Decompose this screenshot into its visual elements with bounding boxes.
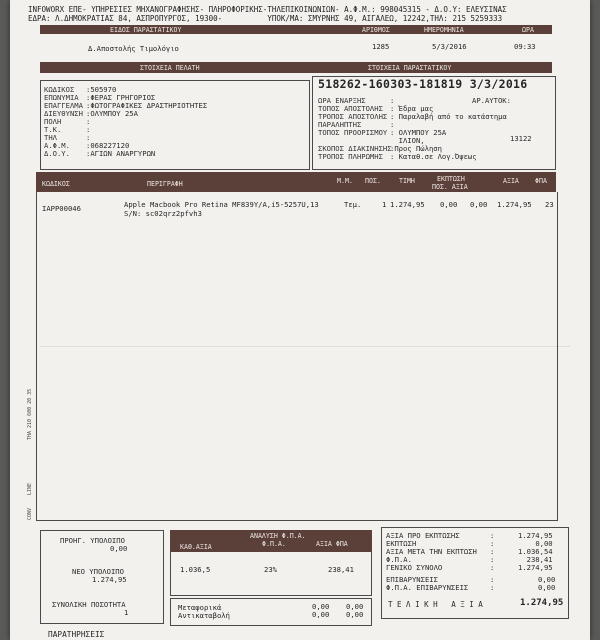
col-price: ΤΙΜΗ [399, 177, 415, 185]
doc-date-label: ΗΜΕΡΟΜΗΝΙΑ [424, 26, 464, 34]
prev-balance-value: 0,00 [110, 544, 128, 553]
col-value: ΑΞΙΑ [503, 177, 519, 185]
new-balance-label: ΝΕΟ ΥΠΟΛΟΙΠΟ [72, 567, 124, 576]
item-value: 1.274,95 [497, 200, 532, 209]
surcharge-values: 0,00 0,00 [538, 575, 556, 592]
item-serial: S/N: sc02qrz2pfvh3 [124, 209, 202, 218]
total-qty-value: 1 [124, 608, 129, 617]
postal-code: 13122 [510, 134, 532, 143]
carry-value-b: 0,00 [346, 602, 364, 611]
prev-balance-label: ΠΡΟΗΓ. ΥΠΟΛΟΙΠΟ [60, 536, 125, 545]
refund-value-b: 0,00 [346, 610, 364, 619]
vat-col-net: ΚΑΘ.ΑΞΙΑ [180, 543, 212, 551]
items-header-bar [36, 172, 556, 192]
refund-label: Αντικαταβολή [178, 611, 230, 620]
vat-amount: 238,41 [328, 565, 354, 574]
col-vat: ΦΠΑ [535, 177, 547, 185]
col-qty: ΠΟΣ. [365, 177, 381, 185]
totals-labels: ΑΞΙΑ ΠΡΟ ΕΚΠΤΩΣΗΣ ΕΚΠΤΩΣΗ ΑΞΙΑ ΜΕΤΑ ΤΗΝ ΕΚΠΤΩΣΗ Φ.Π.Α. ΓΕΝΙΚΟ ΣΥΝΟΛΟ [386, 531, 477, 572]
customer-section-title: ΣΤΟΙΧΕΙΑ ΠΕΛΑΤΗ [140, 64, 200, 72]
totals-colons: : : : : : [490, 531, 495, 572]
item-discount-pct: 0,00 [440, 200, 458, 209]
doc-time-value: 09:33 [514, 42, 536, 51]
item-discount-value: 0,00 [470, 200, 488, 209]
remarks-label: ΠΑΡΑΤΗΡΗΣΕΙΣ [48, 630, 105, 639]
totals-values: 1.274,95 0,00 1.036,54 238,41 1.274,95 [518, 531, 553, 572]
doc-type-value: Δ.Αποστολής Τιμολόγιο [88, 44, 179, 53]
refund-value-a: 0,00 [312, 610, 330, 619]
customer-values: :505970 :ΦΕΡΑΣ ΓΡΗΓΟΡΙΟΣ :ΦΩΤΟΓΡΑΦΙΚΕΣ ΔΡΑΣΤΗΡΙΟΤΗΤΕΣ :ΟΛΥΜΠΟΥ 25Α : : : :068227120 :ΑΓΙΩΝ ΑΝΑΡΓΥΡΩΝ [86, 85, 208, 158]
vat-analysis-title: ΑΝΑΛΥΣΗ Φ.Π.Α. [250, 532, 306, 540]
col-description: ΠΕΡΙΓΡΑΦΗ [147, 180, 183, 188]
item-unit: Τεμ. [344, 200, 362, 209]
vehicle-number-label: ΑΡ.ΑΥΤΟΚ: [472, 96, 511, 105]
carry-label: Μεταφορικά [178, 603, 222, 612]
document-labels: ΩΡΑ ΕΝΑΡΞΗΣ ΤΟΠΟΣ ΑΠΟΣΤΟΛΗΣ ΤΡΟΠΟΣ ΑΠΟΣΤΟΛΗΣ ΠΑΡΑΛΗΠΤΗΣ ΤΟΠΟΣ ΠΡΟΟΡΙΣΜΟΥ ΣΚΟΠΟΣ ΔΙΑΚΙΝΗΣΗΣ ΤΡΟΠΟΣ ΠΛΗΡΩΜΗΣ [318, 96, 392, 161]
section-header-bar [40, 62, 552, 73]
doc-time-label: ΩΡΑ [522, 26, 534, 34]
new-balance-value: 1.274,95 [92, 575, 127, 584]
item-description: Apple Macbook Pro Retina MF839Y/A,i5-5257U,13 [124, 200, 319, 209]
side-print-line: LINE [27, 482, 33, 495]
col-discount-sub: ΠΟΣ. ΑΞΙΑ [432, 183, 468, 191]
document-values: : : Έδρα μας : Παραλαβή από το κατάστημα : : ΟΛΥΜΠΟΥ 25Α ΙΛΙΟΝ, :Προς Πώληση : Καταθ.σε Λογ.Όψεως [390, 96, 507, 161]
final-total-label: Τ Ε Λ Ι Κ Η Α Ξ Ι Α [388, 600, 483, 609]
col-unit: Μ.Μ. [337, 177, 353, 185]
side-print-tha: THA 210 600 20 35 [27, 388, 33, 440]
item-qty: 1 [382, 200, 387, 209]
customer-labels: ΚΩΔΙΚΟΣ ΕΠΩΝΥΜΙΑ ΕΠΑΓΓΕΛΜΑ ΔΙΕΥΘΥΝΣΗ ΠΟΛΗ Τ.Κ. ΤΗΛ Α.Φ.Μ. Δ.Ο.Υ. [44, 85, 83, 158]
item-vat: 23 [545, 200, 554, 209]
vat-col-vat: Φ.Π.Α. [262, 540, 286, 548]
doc-type-label: ΕΙΔΟΣ ΠΑΡΑΣΤΑΤΙΚΟΥ [110, 26, 182, 34]
final-total-value: 1.274,95 [520, 598, 564, 608]
col-code: ΚΩΔΙΚΟΣ [42, 180, 70, 188]
company-info-line2: ΕΔΡΑ: Λ.ΔΗΜΟΚΡΑΤΙΑΣ 84, ΑΣΠΡΟΠΥΡΓΟΣ, 19300- ΥΠΟΚ/ΜΑ: ΣΜΥΡΝΗΣ 49, ΑΙΓΑΛΕΩ, 12242,ΤΗΛ: 215 5259333 [28, 14, 503, 23]
company-info-line1: INFOWORX ΕΠΕ- ΥΠΗΡΕΣΙΕΣ ΜΗΧΑΝΟΓΡΑΦΗΣΗΣ- ΠΛΗΡΟΦΟΡΙΚΗΣ-ΤΗΛΕΠΙΚΟΙΝΩΝΙΩΝ- Α.Φ.Μ.: 998045315 - Δ.Ο.Υ: ΕΛΕΥΣΙΝΑΣ [28, 5, 507, 14]
paper-fold [40, 346, 570, 347]
vat-col-value: ΑΞΙΑ ΦΠΑ [316, 540, 348, 548]
item-price: 1.274,95 [390, 200, 425, 209]
col-discount: ΕΚΠΤΩΣΗ [437, 175, 465, 183]
doc-number-label: ΑΡΙΘΜΟΣ [362, 26, 390, 34]
doc-date-value: 5/3/2016 [432, 42, 467, 51]
total-qty-label: ΣΥΝΟΛΙΚΗ ΠΟΣΟΤΗΤΑ [52, 600, 126, 609]
item-code: IAPP00046 [42, 204, 81, 213]
document-section-title: ΣΤΟΙΧΕΙΑ ΠΑΡΑΣΤΑΤΙΚΟΥ [368, 64, 452, 72]
carry-value-a: 0,00 [312, 602, 330, 611]
items-area [36, 192, 558, 521]
vat-net-value: 1.036,5 [180, 565, 211, 574]
doc-number-value: 1285 [372, 42, 390, 51]
surcharge-colons: : : [490, 575, 495, 592]
surcharge-labels: ΕΠΙΒΑΡΥΝΣΕΙΣ Φ.Π.Α. ΕΠΙΒΑΡΥΝΣΕΙΣ [386, 575, 469, 592]
document-code: 518262-160303-181819 3/3/2016 [318, 77, 528, 91]
vat-rate: 23% [264, 565, 277, 574]
side-print-conv: CONV [27, 507, 33, 520]
